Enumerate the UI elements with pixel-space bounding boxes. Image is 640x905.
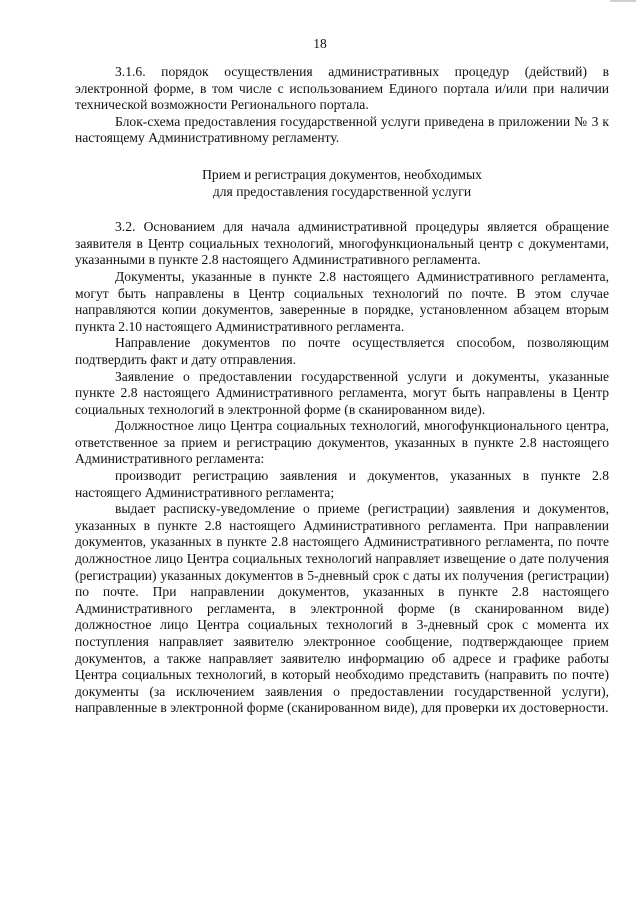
paragraph-post-method: Направление документов по почте осуществляется способом, позволяющим подтвердить факт и дату отправления. xyxy=(75,335,609,367)
paragraph-electronic-form: Заявление о предоставлении государственной услуги и документы, указанные пункте 2.8 настоящего Административного регламента, могут быть направлены в Центр социальных технологий в электронной форме (в сканированном виде). xyxy=(75,368,609,417)
section-heading-line-1: Прием и регистрация документов, необходимых xyxy=(202,166,482,182)
paragraph-documents-by-post: Документы, указанные в пункте 2.8 настоящего Административного регламента, могут быть направлены в Центр социальных технологий по почте. В этом случае направляются копии документов, заверенные в порядке, установленном абзацем вторым пункта 2.10 настоящего Административного регламента. xyxy=(75,268,609,334)
document-body xyxy=(75,64,609,717)
page-number: 18 xyxy=(313,36,327,51)
paragraph-receipt-notification: выдает расписку-уведомление о приеме (регистрации) заявления и документов, указанных в пункте 2.8 настоящего Административного регламента. При направлении документов, указанных в пункте 2.8 настоящего Административного регламента, по почте должностное лицо Центра социальных технологий направляет извещение о дате получения (регистрации) указанных документов в 5-дневный срок с даты их получения (регистрации) по почте. При направлении документов, указанных в пункте 2.8 настоящего Административного регламента, в электронной форме (в сканированном виде) должностное лицо Центра социальных технологий в 3-дневный срок с момента их поступления направляет заявителю электронное сообщение, подтверждающее прием документов, а также направляет заявителю информацию об адресе и графике работы Центра социальных технологий, в который необходимо представить (направить по почте) документы (за исключением заявления о предоставлении государственной услуги), направленные в электронной форме (сканированном виде), для проверки их достоверности. xyxy=(75,501,609,716)
paragraph-registration: производит регистрацию заявления и документов, указанных в пункте 2.8 настоящего Административного регламента; xyxy=(75,468,609,500)
paragraph-3-2: 3.2. Основанием для начала административной процедуры является обращение заявителя в Центр социальных технологий, многофункциональный центр с документами, указанными в пункте 2.8 настоящего Административного регламента. xyxy=(75,219,609,268)
scan-artifact xyxy=(610,0,636,2)
paragraph-block-scheme: Блок-схема предоставления государственной услуги приведена в приложении № 3 к настоящему Административному регламенту. xyxy=(75,113,609,146)
section-heading xyxy=(75,167,609,200)
paragraph-3-1-6: 3.1.6. порядок осуществления административных процедур (действий) в электронной форме, в том числе с использованием Единого портала и/или при наличии технической возможности Регионального портала. xyxy=(75,64,609,113)
paragraph-responsible-official: Должностное лицо Центра социальных технологий, многофункционального центра, ответственное за прием и регистрацию документов, указанных в пункте 2.8 настоящего Административного регламента: xyxy=(75,418,609,467)
section-heading-line-2: для предоставления государственной услуги xyxy=(212,183,472,199)
